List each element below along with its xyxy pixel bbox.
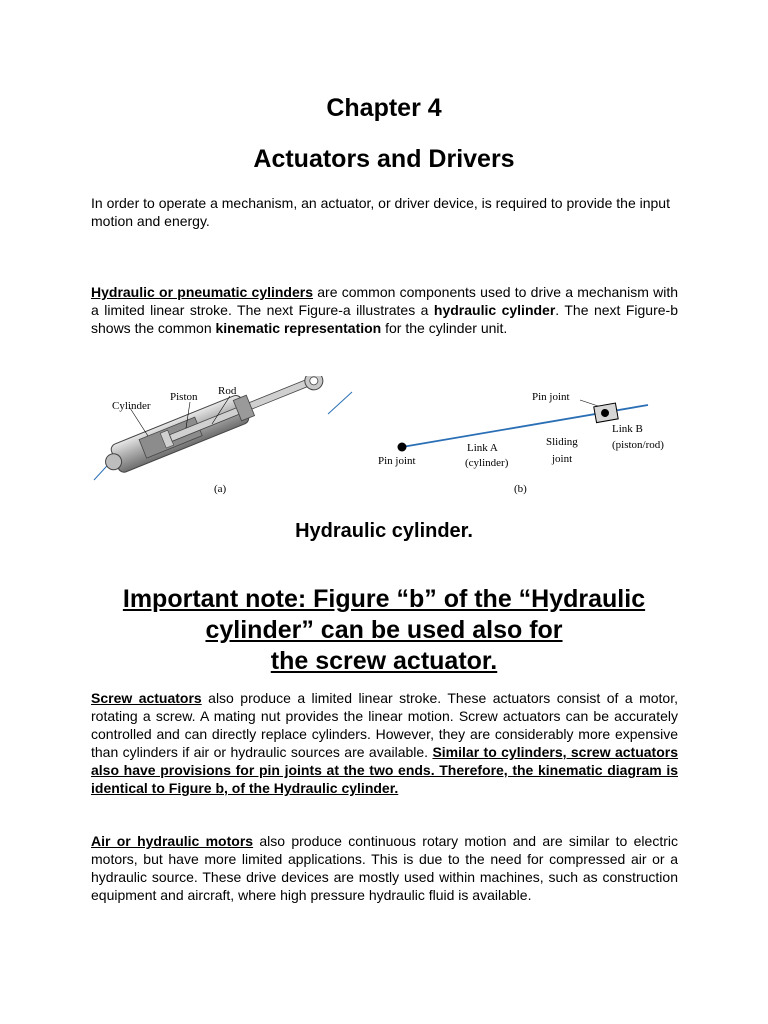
motors-paragraph xyxy=(91,832,678,904)
label-sliding-sub: joint xyxy=(552,453,573,465)
figure-caption: Hydraulic cylinder. xyxy=(295,520,473,542)
cylinders-term: Hydraulic or pneumatic cylinders xyxy=(91,284,314,300)
kinematic-term: kinematic representation xyxy=(215,320,382,336)
para3-text: also produce a limited linear stroke. These actuators consist of a motor, rotating a screw. A mating nut provides the linear motion. Screw actuators can be accurately controlled and can directly replace cylinders. However, they are considerably more expensive than cylinders if air or hydraulic sources are available. xyxy=(91,690,678,760)
para2-text-3: for the cylinder unit. xyxy=(381,320,508,336)
para2-text-1: are common components used to drive a mechanism with a limited linear stroke. The next Figure-a illustrates a xyxy=(91,284,678,318)
figure-b-caption: (b) xyxy=(514,483,527,495)
label-piston: Piston xyxy=(170,391,198,403)
figure-a-illustration xyxy=(88,376,368,496)
hydraulic-cylinder-term: hydraulic cylinder xyxy=(433,302,556,318)
label-link-a-sub: (cylinder) xyxy=(465,457,509,469)
screw-actuators-term: Screw actuators xyxy=(91,690,202,706)
axis-line-right xyxy=(328,392,352,414)
label-link-b-sub: (piston/rod) xyxy=(612,439,664,451)
chapter-heading: Chapter 4 xyxy=(326,94,442,122)
label-pin-joint-left: Pin joint xyxy=(378,455,416,467)
figure-a-caption: (a) xyxy=(214,483,227,495)
cylinders-paragraph xyxy=(91,283,678,337)
label-link-b: Link B xyxy=(612,423,643,435)
label-sliding: Sliding xyxy=(546,436,578,448)
motors-term: Air or hydraulic motors xyxy=(91,833,254,849)
label-rod: Rod xyxy=(218,385,237,397)
label-link-a: Link A xyxy=(467,442,498,454)
important-note xyxy=(0,584,768,677)
cylinder-body xyxy=(100,376,327,478)
note-line-1: Important note: Figure “b” of the “Hydraulic xyxy=(122,585,646,613)
para4-text: also produce continuous rotary motion and are similar to electric motors, but have more limited applications. This is due to the need for compressed air or a hydraulic source. These drive devices are mostly used within machines, such as construction equipment and aircraft, where high pressure hydraulic fluid is available. xyxy=(91,833,678,903)
para2-text-2: . The next Figure-b shows the common xyxy=(91,302,678,336)
note-line-3: the screw actuator. xyxy=(270,647,498,675)
note-line-2: cylinder” can be used also for xyxy=(205,616,563,644)
intro-paragraph: In order to operate a mechanism, an actuator, or driver device, is required to provide the input motion and energy. xyxy=(91,195,670,229)
screw-actuators-paragraph xyxy=(91,689,678,797)
label-cylinder: Cylinder xyxy=(112,400,151,412)
chapter-title: Actuators and Drivers xyxy=(253,145,515,173)
label-pin-joint-top: Pin joint xyxy=(532,391,570,403)
figure-b-diagram xyxy=(370,380,680,498)
para3-emphasis: Similar to cylinders, screw actuators also have provisions for pin joints at the two ends. Therefore, the kinematic diagram is identical to Figure b, of the Hydraulic cylinder. xyxy=(91,744,679,796)
pin-joint-left-marker xyxy=(398,443,407,452)
